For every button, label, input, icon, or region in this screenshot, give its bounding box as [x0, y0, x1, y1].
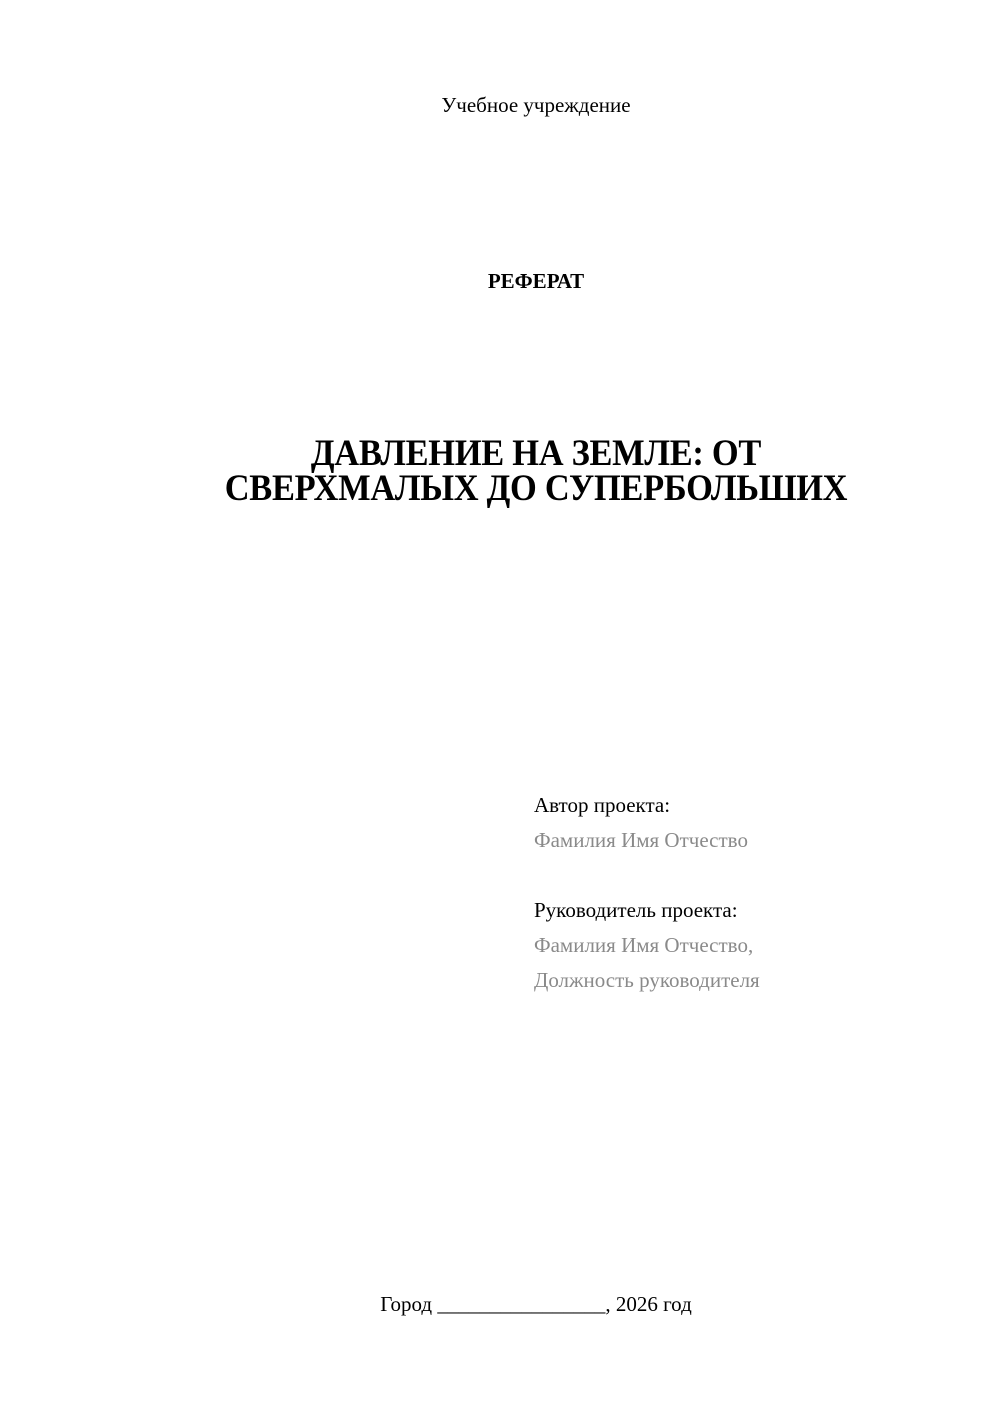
project-info-block — [534, 788, 760, 998]
author-name: Фамилия Имя Отчество — [534, 828, 748, 852]
document-type-text: РЕФЕРАТ — [487, 269, 585, 293]
institution-name — [0, 91, 1000, 119]
year-text: , 2026 год — [605, 1292, 692, 1316]
supervisor-label: Руководитель проекта: — [534, 898, 738, 922]
supervisor-position: Должность руководителя — [534, 968, 760, 992]
spacer — [534, 858, 760, 893]
city-year-line — [0, 1290, 1000, 1318]
supervisor-name: Фамилия Имя Отчество, — [534, 933, 754, 957]
document-title — [177, 433, 895, 509]
title-line-1: ДАВЛЕНИЕ НА ЗЕМЛЕ: ОТ — [310, 433, 762, 474]
document-type — [0, 267, 1000, 295]
institution-text: Учебное учреждение — [441, 93, 631, 117]
city-label: Город — [380, 1292, 433, 1316]
title-line-2: СВЕРХМАЛЫХ ДО СУПЕРБОЛЬШИХ — [224, 468, 848, 509]
author-label: Автор проекта: — [534, 793, 671, 817]
city-blank: ________________ — [437, 1292, 606, 1316]
